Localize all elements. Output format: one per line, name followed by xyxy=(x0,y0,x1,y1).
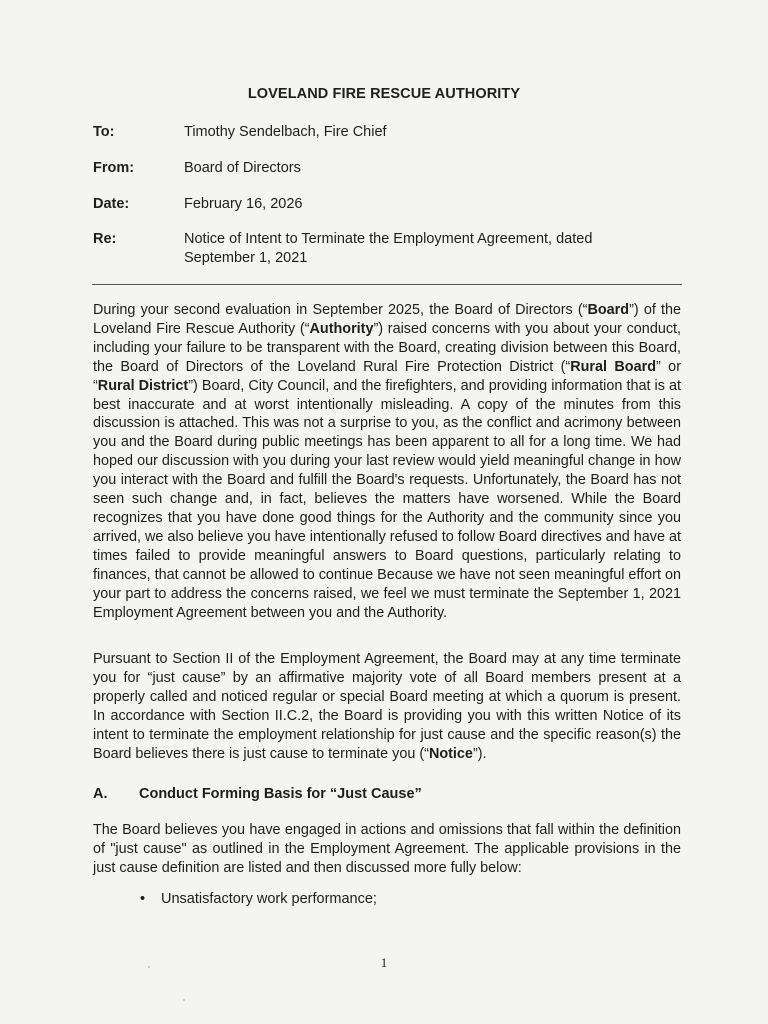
bullet-text: Unsatisfactory work performance; xyxy=(161,891,377,907)
paragraph-actions: The Board believes you have engaged in actions and omissions that fall within the definition of "just cause" as outlined in the Employment Agreement. The applicable provisions in the just cause definition are listed and then discussed more fully below: xyxy=(93,822,681,876)
section-a-letter: A. xyxy=(93,786,108,802)
page-number: 1 xyxy=(380,955,388,970)
bullet-dot-icon: • xyxy=(140,891,146,907)
document-title: LOVELAND FIRE RESCUE AUTHORITY xyxy=(247,86,521,102)
scan-speck xyxy=(183,999,185,1001)
memo-re-label: Re: xyxy=(93,231,117,247)
memo-date-label: Date: xyxy=(93,196,130,212)
memo-from-label: From: xyxy=(93,160,135,176)
memo-date-value: February 16, 2026 xyxy=(184,196,303,212)
memo-from-value: Board of Directors xyxy=(184,160,301,176)
memo-to-value: Timothy Sendelbach, Fire Chief xyxy=(184,124,387,140)
memo-re-value: Notice of Intent to Terminate the Employment Agreement, dated September 1, 2021 xyxy=(184,231,593,266)
scan-speck xyxy=(148,966,150,968)
paragraph-intro: During your second evaluation in September 2025, the Board of Directors (“Board”) of the Loveland Fire Rescue Authority (“Authority”) raised concerns with you about your conduct, including your failure to be transparent with the Board, creating division between this Board, the Board of Directors of the Loveland Rural Fire Protection District (“Rural Board” or “Rural District”) Board, City Council, and the firefighters, and providing information that is at best inaccurate and at worst intentionally misleading. A copy of the minutes from this discussion is attached. This was not a surprise to you, as the conflict and acrimony between you and the Board during public meetings has been apparent to all for a long time. We had hoped our discussion with you during your last review would yield meaningful change in how you interact with the Board and fulfill the Board's requests. Unfortunately, the Board has not seen such change and, in fact, believes the matters have worsened. While the Board recognizes that you have done good things for the Authority and the community since you arrived, we also believe you have intentionally refused to follow Board directives and have at times failed to provide meaningful answers to Board questions, particularly relating to finances, that cannot be allowed to continue Because we have not seen meaningful effort on your part to address the concerns raised, we feel we must terminate the September 1, 2021 Employment Agreement between you and the Authority. xyxy=(93,302,682,621)
section-a-title: Conduct Forming Basis for “Just Cause” xyxy=(139,786,422,802)
paragraph-just-cause: Pursuant to Section II of the Employment Agreement, the Board may at any time terminate you for “just cause” by an affirmative majority vote of all Board members present at a properly called and noticed regular or special Board meeting at which a quorum is present. In accordance with Section II.C.2, the Board is providing you with this written Notice of its intent to terminate the employment relationship for just cause and the specific reason(s) the Board believes there is just cause to terminate you (“Notice”). xyxy=(93,651,681,762)
header-divider xyxy=(92,284,682,285)
memo-to-label: To: xyxy=(93,124,115,140)
